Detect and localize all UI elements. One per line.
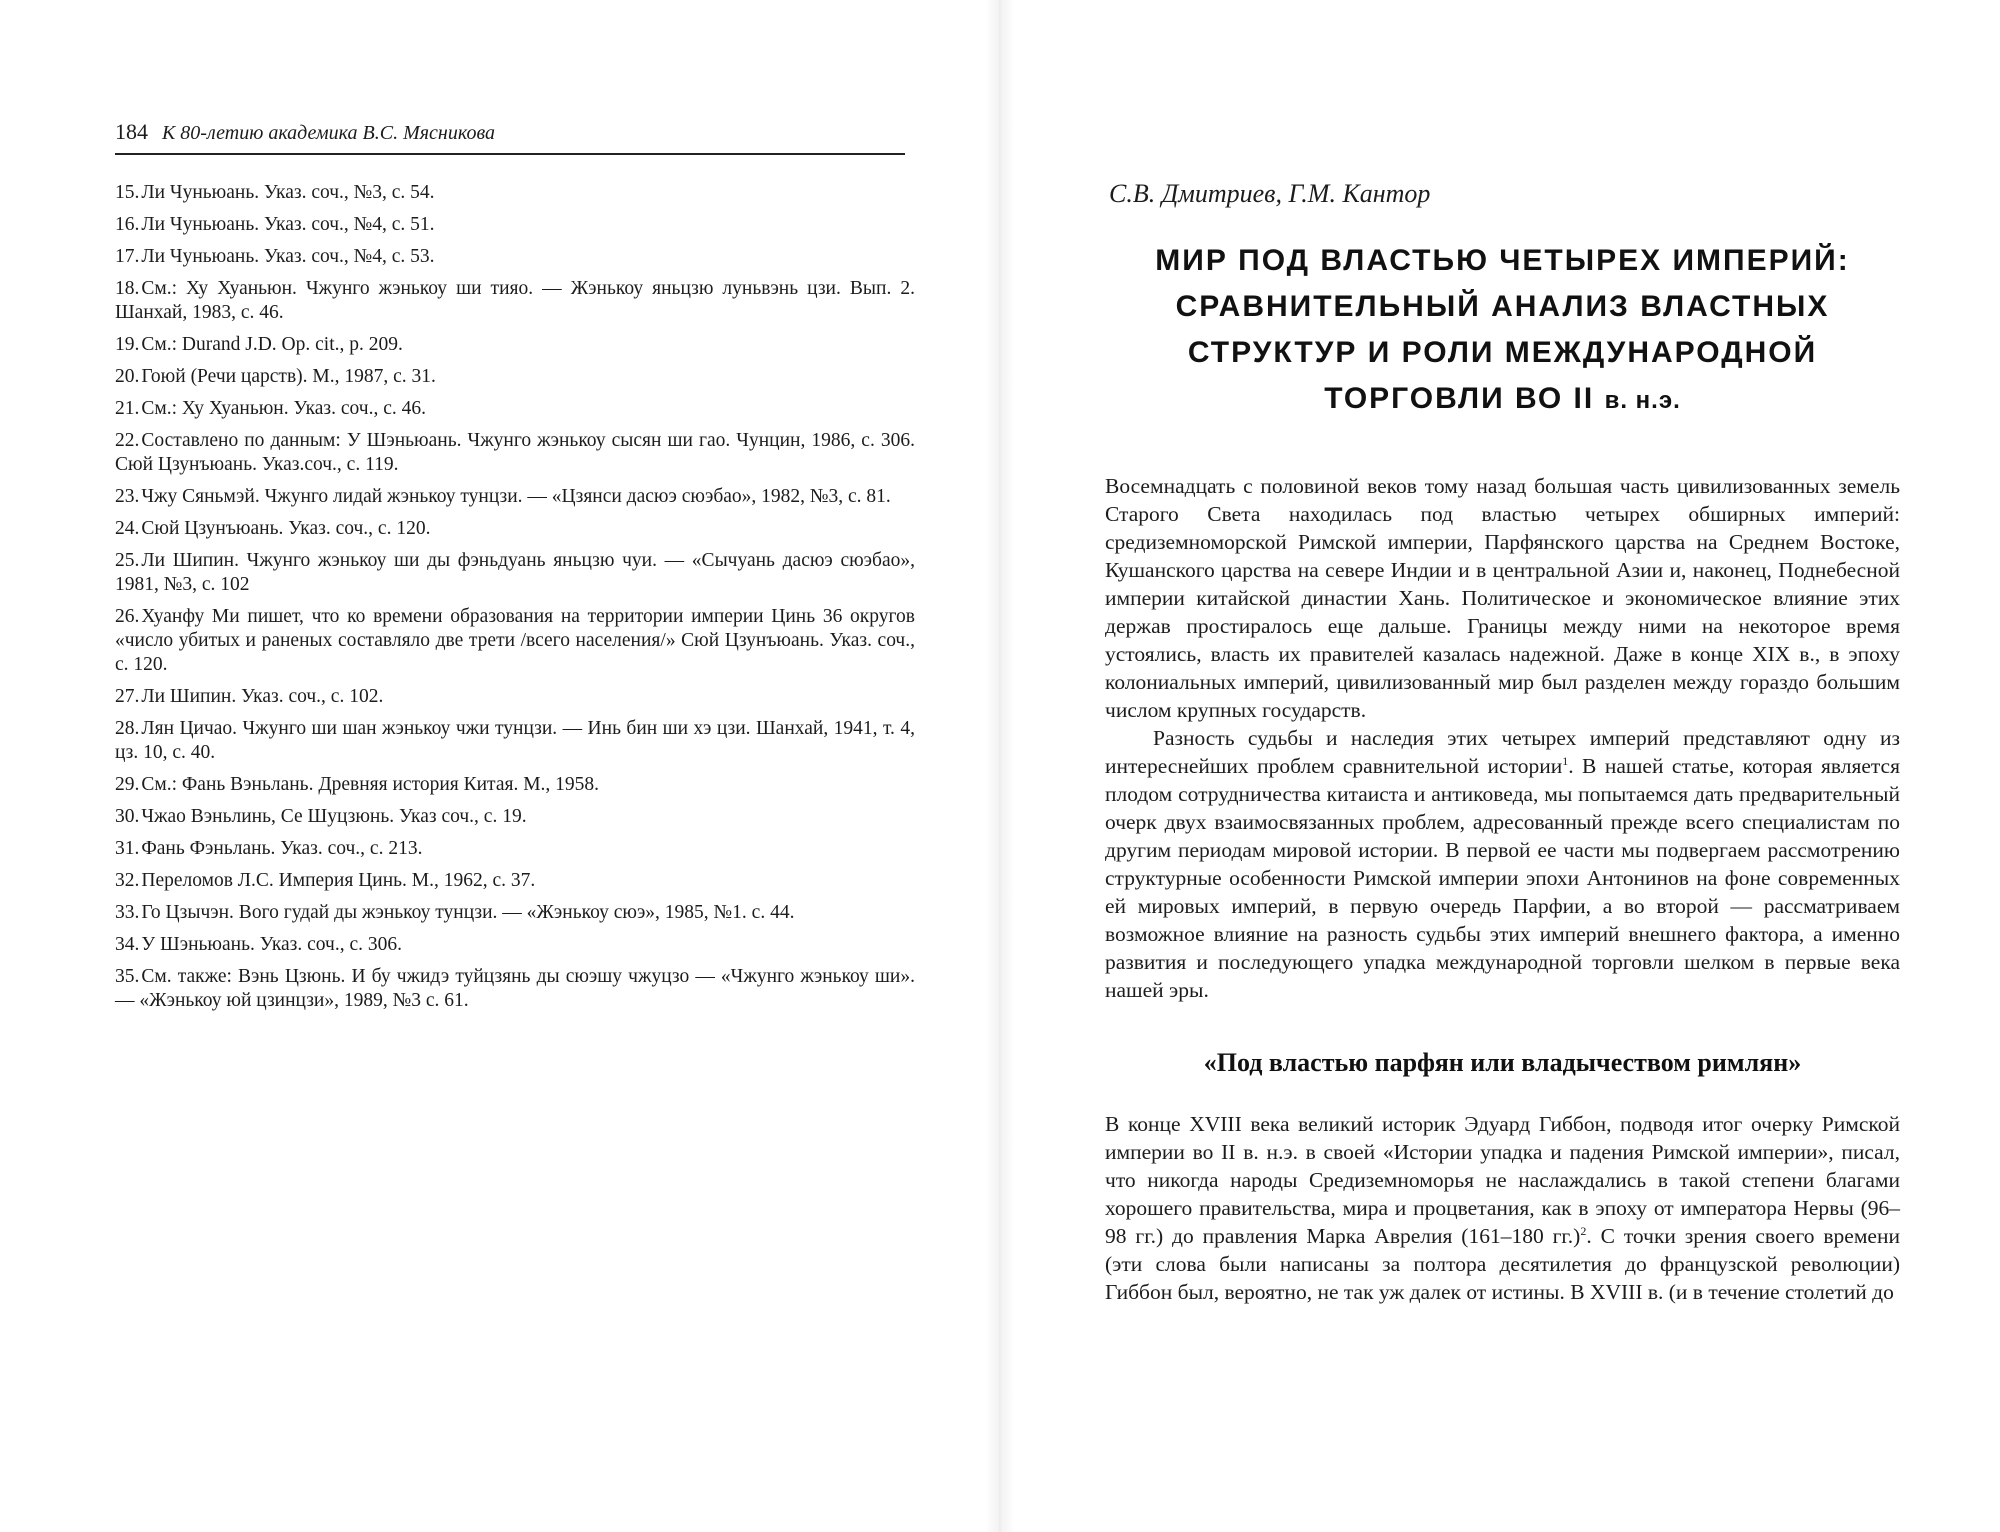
page-number: 184: [115, 119, 148, 144]
endnote: 30. Чжао Вэньлинь, Се Шуцзюнь. Указ соч., с. 19.: [115, 806, 527, 827]
endnote: 34. У Шэньюань. Указ. соч., с. 306.: [115, 934, 402, 955]
endnote: 35. См. также: Вэнь Цзюнь. И бу чжидэ туйцзянь ды сюэшу чжуцзо — «Чжунго жэнькоу ши».— «Жэнькоу юй цзинцзи», 1989, №3 с. 61.: [115, 966, 915, 1011]
running-title: К 80-летию академика В.С. Мясникова: [162, 122, 495, 144]
article-authors: С.В. Дмитриев, Г.М. Кантор: [1109, 179, 1431, 208]
header-rule: [115, 153, 905, 155]
endnote: 17. Ли Чуньюань. Указ. соч., №4, с. 53.: [115, 246, 435, 267]
endnote: 23. Чжу Сяньмэй. Чжунго лидай жэнькоу тунцзи. — «Цзянси дасюэ сюэбао», 1982, №3, с. 81.: [115, 486, 891, 507]
left-page: [115, 118, 915, 1021]
endnote: 31. Фань Фэньлань. Указ. соч., с. 213.: [115, 838, 423, 859]
article-title: МИР ПОД ВЛАСТЬЮ ЧЕТЫРЕХ ИМПЕРИЙ: СРАВНИТЕЛЬНЫЙ АНАЛИЗ ВЛАСТНЫХ СТРУКТУР И РОЛИ МЕЖДУНАРОДНОЙ ТОРГОВЛИ ВО II в. н.э.: [1155, 244, 1850, 415]
endnote: 19. См.: Durand J.D. Op. cit., p. 209.: [115, 334, 403, 355]
endnote: 21. См.: Ху Хуаньюн. Указ. соч., с. 46.: [115, 398, 426, 419]
endnote: 20. Гоюй (Речи царств). М., 1987, с. 31.: [115, 366, 436, 387]
right-page: [1105, 178, 1900, 1306]
footnote-marker: 1: [1562, 753, 1569, 768]
section-heading: «Под властью парфян или владычеством римлян»: [1203, 1048, 1802, 1077]
endnote: 32. Переломов Л.С. Империя Цинь. М., 1962, с. 37.: [115, 870, 536, 891]
paragraph: Разность судьбы и наследия этих четырех империй представляют одну из интереснейших проблем сравнительной истории$^1$. В нашей статье, которая является плодом сотрудничества китаиста и антиковеда, мы попытаемся дать предварительный очерк двух взаимосвязанных проблем, адресованный прежде всего специалистам по другим периодам мировой истории. В первой ее части мы подвергаем рассмотрению структурные особенности Римской империи эпохи Антонинов на фоне современных ей мировых империй, в первую очередь Парфии, а во второй — рассматриваем возможное влияние на разность судьбы этих империй внешнего фактора, а именно развития и последующего упадка международной торговли шелком в первые века нашей эры.: [1105, 726, 1900, 1002]
endnote: 16. Ли Чуньюань. Указ. соч., №4, с. 51.: [115, 214, 435, 235]
endnote: 15. Ли Чуньюань. Указ. соч., №3, с. 54.: [115, 182, 435, 203]
footnote-marker: 2: [1580, 1223, 1587, 1238]
running-head: [115, 118, 915, 147]
book-gutter: [985, 0, 1015, 1532]
endnote: 28. Лян Цичао. Чжунго ши шан жэнькоу чжи тунцзи. — Инь бин ши хэ цзи. Шанхай, 1941, т. 4, цз. 10, с. 40.: [115, 718, 915, 763]
endnote: 22. Составлено по данным: У Шэньюань. Чжунго жэнькоу сысян ши гао. Чунцин, 1986, с. 306. Сюй Цзунъюань. Указ.соч., с. 119.: [115, 430, 915, 475]
endnote: 26. Хуанфу Ми пишет, что ко времени образования на территории империи Цинь 36 округов «число убитых и раненых составляло две трети /всего населения/» Сюй Цзунъюань. Указ. соч., с. 120.: [115, 606, 915, 675]
endnote: 33. Го Цзычэн. Вого гудай ды жэнькоу тунцзи. — «Жэнькоу сюэ», 1985, №1. с. 44.: [115, 902, 795, 923]
endnote: 27. Ли Шипин. Указ. соч., с. 102.: [115, 686, 384, 707]
endnote: 24. Сюй Цзунъюань. Указ. соч., с. 120.: [115, 518, 431, 539]
paragraph: Восемнадцать с половиной веков тому назад большая часть цивилизованных земель Старого Света находилась под властью четырех обширных империй: средиземноморской Римской империи, Парфянского царства на Среднем Востоке, Кушанского царства на севере Индии и в центральной Азии и, наконец, Поднебесной империи китайской династии Хань. Политическое и экономическое влияние этих держав простиралось еще дальше. Границы между ними на некоторое время устоялись, власть их правителей казалась надежной. Даже в конце XIX в., в эпоху колониальных империй, цивилизованный мир был разделен между гораздо большим числом крупных государств.: [1105, 474, 1900, 722]
endnotes-list: [115, 181, 915, 1013]
endnote: 29. См.: Фань Вэньлань. Древняя история Китая. М., 1958.: [115, 774, 600, 795]
article-body: [1105, 472, 1900, 1306]
endnote: 18. См.: Ху Хуаньюн. Чжунго жэнькоу ши тияо. — Жэнькоу яньцзю луньвэнь цзи. Вып. 2. Шанхай, 1983, с. 46.: [115, 278, 915, 323]
endnote: 25. Ли Шипин. Чжунго жэнькоу ши ды фэньдуань яньцзю чуи. — «Сычуань дасюэ сюэбао», 1981, №3, с. 102: [115, 550, 915, 595]
paragraph: В конце XVIII века великий историк Эдуард Гиббон, подводя итог очерку Римской империи во II в. н.э. в своей «Истории упадка и падения Римской империи», писал, что никогда народы Средиземноморья не наслаждались в такой степени благами хорошего правительства, мира и процветания, как в эпоху от императора Нервы (96–98 гг.) до правления Марка Аврелия (161–180 гг.)$^2$. С точки зрения своего времени (эти слова были написаны за полтора десятилетия до французской революции) Гиббон был, вероятно, не так уж далек от истины. В XVIII в. (и в течение столетий до: [1105, 1112, 1900, 1304]
